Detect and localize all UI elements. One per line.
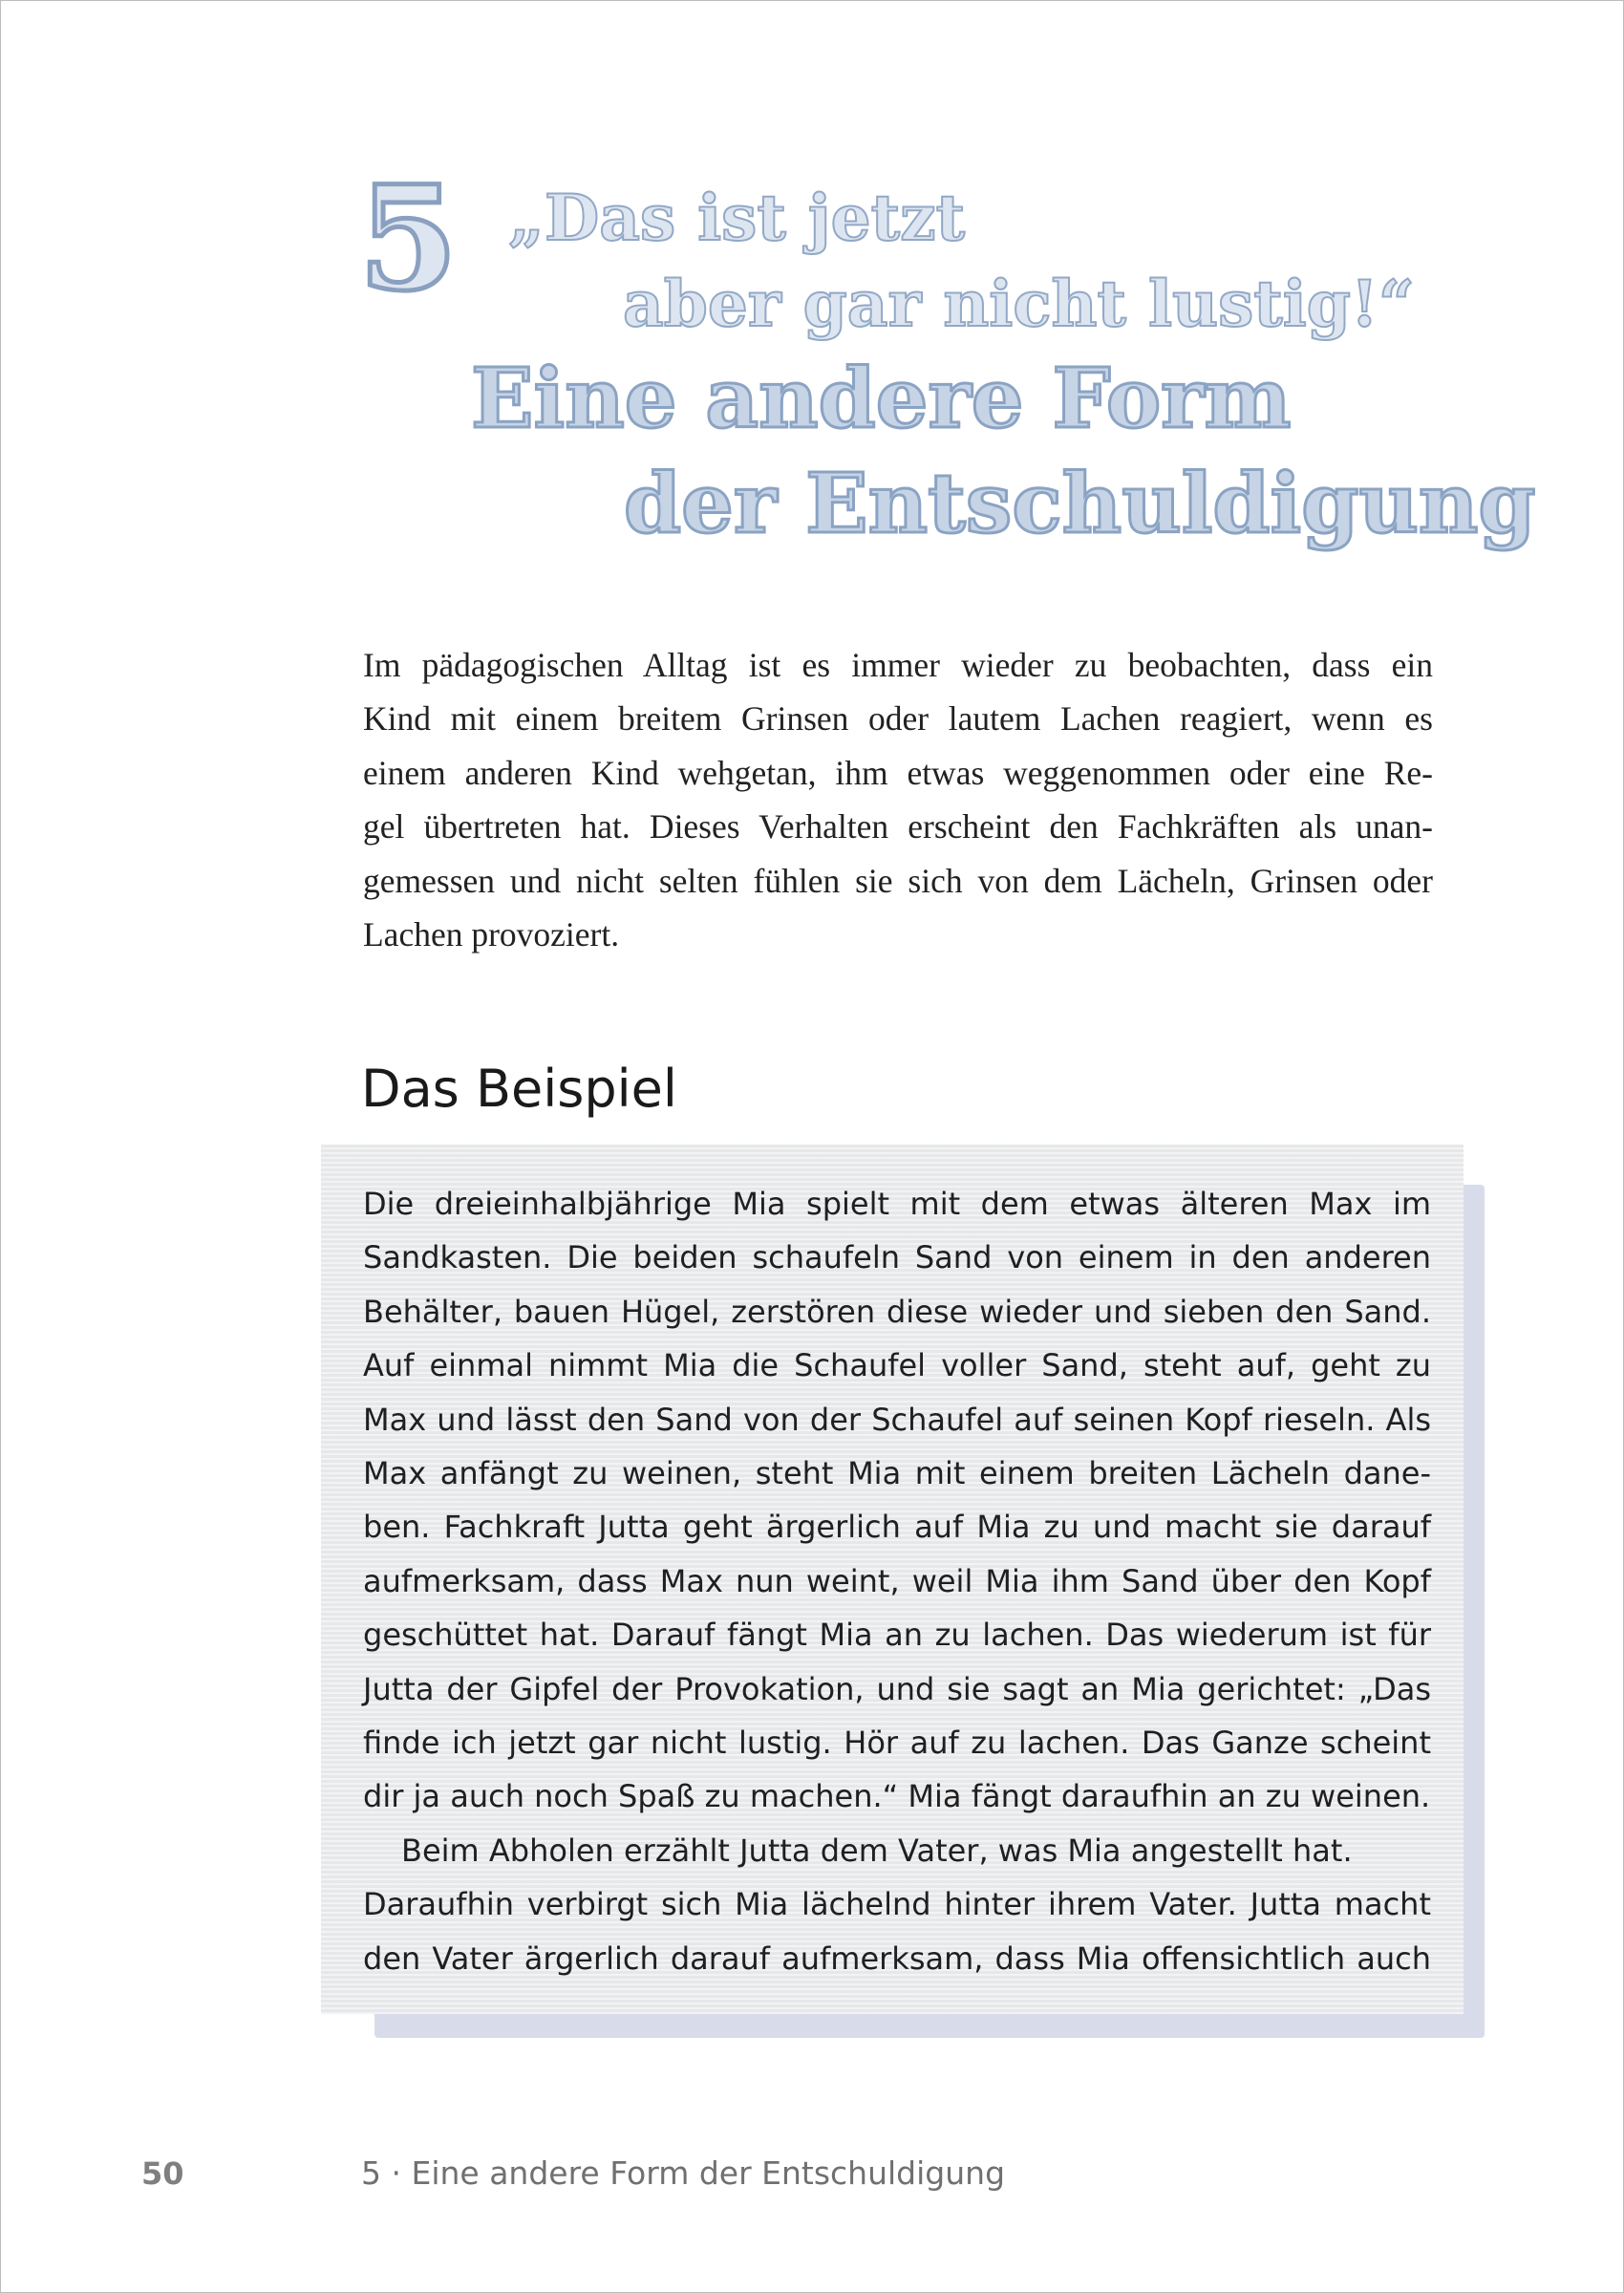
- example-line: Beim Abholen erzählt Jutta dem Vater, was Mia angestellt hat.: [401, 1832, 1353, 1869]
- example-line: Behälter, bauen Hügel, zerstören diese wieder und sieben den Sand.: [363, 1293, 1431, 1330]
- page-number: 50: [141, 2155, 184, 2192]
- chapter-quote-line-2: aber gar nicht lustig!“: [623, 267, 1415, 341]
- example-line: Max anfängt zu weinen, steht Mia mit einem breiten Lächeln dane-: [363, 1455, 1431, 1492]
- intro-line: Kind mit einem breitem Grinsen oder lautem Lachen reagiert, wenn es: [363, 699, 1433, 739]
- example-line: Daraufhin verbirgt sich Mia lächelnd hinter ihrem Vater. Jutta macht: [363, 1886, 1431, 1923]
- example-line: Sandkasten. Die beiden schaufeln Sand von einem in den anderen: [363, 1239, 1431, 1276]
- example-line: Jutta der Gipfel der Provokation, und sie sagt an Mia gerichtet: „Das: [363, 1670, 1431, 1707]
- example-heading: Das Beispiel: [361, 1059, 677, 1119]
- example-line: den Vater ärgerlich darauf aufmerksam, dass Mia offensichtlich auch: [363, 1939, 1431, 1977]
- intro-line: gemessen und nicht selten fühlen sie sich von dem Lächeln, Grinsen oder: [363, 861, 1433, 900]
- example-line: dir ja auch noch Spaß zu machen.“ Mia fängt daraufhin an zu weinen.: [363, 1778, 1431, 1815]
- example-line: Auf einmal nimmt Mia die Schaufel voller Sand, steht auf, geht zu: [363, 1347, 1431, 1384]
- intro-line: Im pädagogischen Alltag ist es immer wieder zu beobachten, dass ein: [363, 646, 1433, 684]
- intro-line: Lachen provoziert.: [363, 915, 620, 954]
- example-line: Die dreieinhalbjährige Mia spielt mit dem etwas älteren Max im: [363, 1186, 1431, 1222]
- example-line: finde ich jetzt gar nicht lustig. Hör auf zu lachen. Das Ganze scheint: [363, 1725, 1431, 1762]
- intro-paragraph: [363, 638, 1433, 961]
- example-paragraph: [363, 1177, 1431, 1985]
- example-line: Max und lässt den Sand von der Schaufel auf seinen Kopf rieseln. Als: [363, 1401, 1431, 1438]
- chapter-title-line-2: der Entschuldigung: [624, 456, 1536, 552]
- example-line: geschüttet hat. Darauf fängt Mia an zu lachen. Das wiederum ist für: [363, 1617, 1431, 1654]
- intro-line: einem anderen Kind wehgetan, ihm etwas weggenommen oder eine Re-: [363, 753, 1433, 792]
- chapter-number: 5: [358, 155, 459, 323]
- chapter-quote-line-1: „Das ist jetzt: [508, 181, 966, 255]
- intro-line: gel übertreten hat. Dieses Verhalten erscheint den Fachkräften als unan-: [363, 807, 1433, 846]
- running-title: 5 · Eine andere Form der Entschuldigung: [361, 2154, 1006, 2192]
- example-line: ben. Fachkraft Jutta geht ärgerlich auf Mia zu und macht sie darauf: [363, 1509, 1431, 1546]
- chapter-title-line-1: Eine andere Form: [471, 351, 1292, 447]
- example-line: aufmerksam, dass Max nun weint, weil Mia ihm Sand über den Kopf: [363, 1562, 1431, 1599]
